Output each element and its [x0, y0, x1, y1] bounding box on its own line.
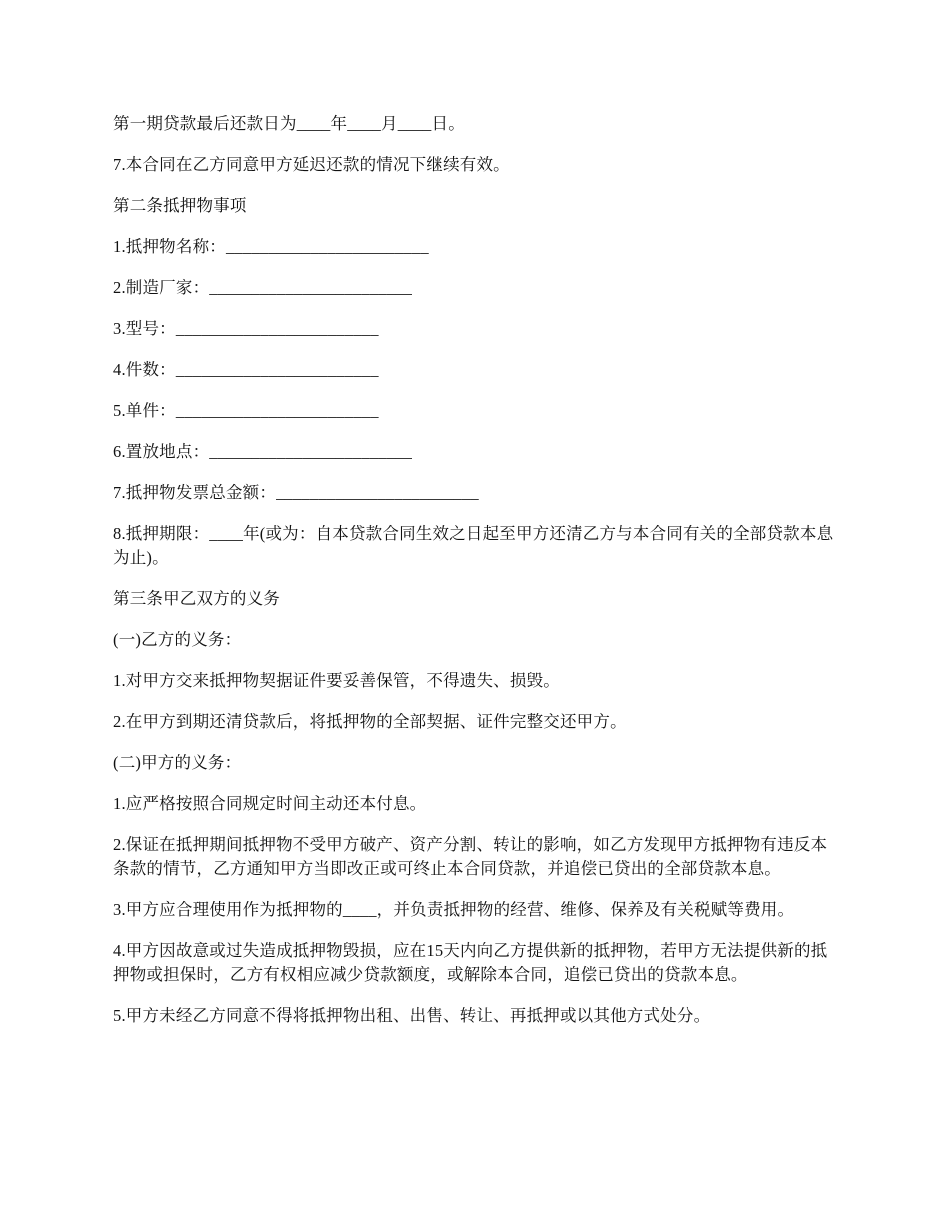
party-a-obligation-1: 1.应严格按照合同规定时间主动还本付息。 [113, 794, 427, 813]
model-field: 3.型号：________________________ [113, 319, 379, 338]
manufacturer-field: 2.制造厂家：________________________ [113, 278, 413, 297]
party-a-obligations-heading: (二)甲方的义务： [113, 753, 242, 772]
invoice-total-field: 7.抵押物发票总金额：________________________ [113, 483, 479, 502]
party-a-obligation-3: 3.甲方应合理使用作为抵押物的____，并负责抵押物的经营、维修、保养及有关税赋等费用。 [113, 900, 795, 919]
mortgage-term-clause: 8.抵押期限：____年(或为：自本贷款合同生效之日起至甲方还清乙方与本合同有关的全部贷款本息为止)。 [113, 524, 834, 567]
party-a-obligation-5: 5.甲方未经乙方同意不得将抵押物出租、出售、转让、再抵押或以其他方式处分。 [113, 1006, 711, 1025]
party-b-obligations-heading: (一)乙方的义务： [113, 630, 242, 649]
quantity-field: 4.件数：________________________ [113, 360, 379, 379]
clause-7-validity: 7.本合同在乙方同意甲方延迟还款的情况下继续有效。 [113, 155, 510, 174]
party-b-obligation-2: 2.在甲方到期还清贷款后，将抵押物的全部契据、证件完整交还甲方。 [113, 712, 627, 731]
location-field: 6.置放地点：________________________ [113, 442, 413, 461]
document-body [113, 112, 840, 1045]
article-2-heading: 第二条抵押物事项 [113, 196, 247, 215]
article-3-heading: 第三条甲乙双方的义务 [113, 589, 280, 608]
unit-field: 5.单件：________________________ [113, 401, 379, 420]
party-b-obligation-1: 1.对甲方交来抵押物契据证件要妥善保管，不得遗失、损毁。 [113, 671, 560, 690]
party-a-obligation-2: 2.保证在抵押期间抵押物不受甲方破产、资产分割、转让的影响，如乙方发现甲方抵押物有违反本条款的情节，乙方通知甲方当即改正或可终止本合同贷款，并追偿已贷出的全部贷款本息。 [113, 835, 828, 878]
repayment-date-line: 第一期贷款最后还款日为____年____月____日。 [113, 114, 465, 133]
party-a-obligation-4: 4.甲方因故意或过失造成抵押物毁损，应在15天内向乙方提供新的抵押物，若甲方无法提供新的抵押物或担保时，乙方有权相应减少贷款额度，或解除本合同，追偿已贷出的贷款本息。 [113, 941, 828, 984]
collateral-name-field: 1.抵押物名称：________________________ [113, 237, 429, 256]
